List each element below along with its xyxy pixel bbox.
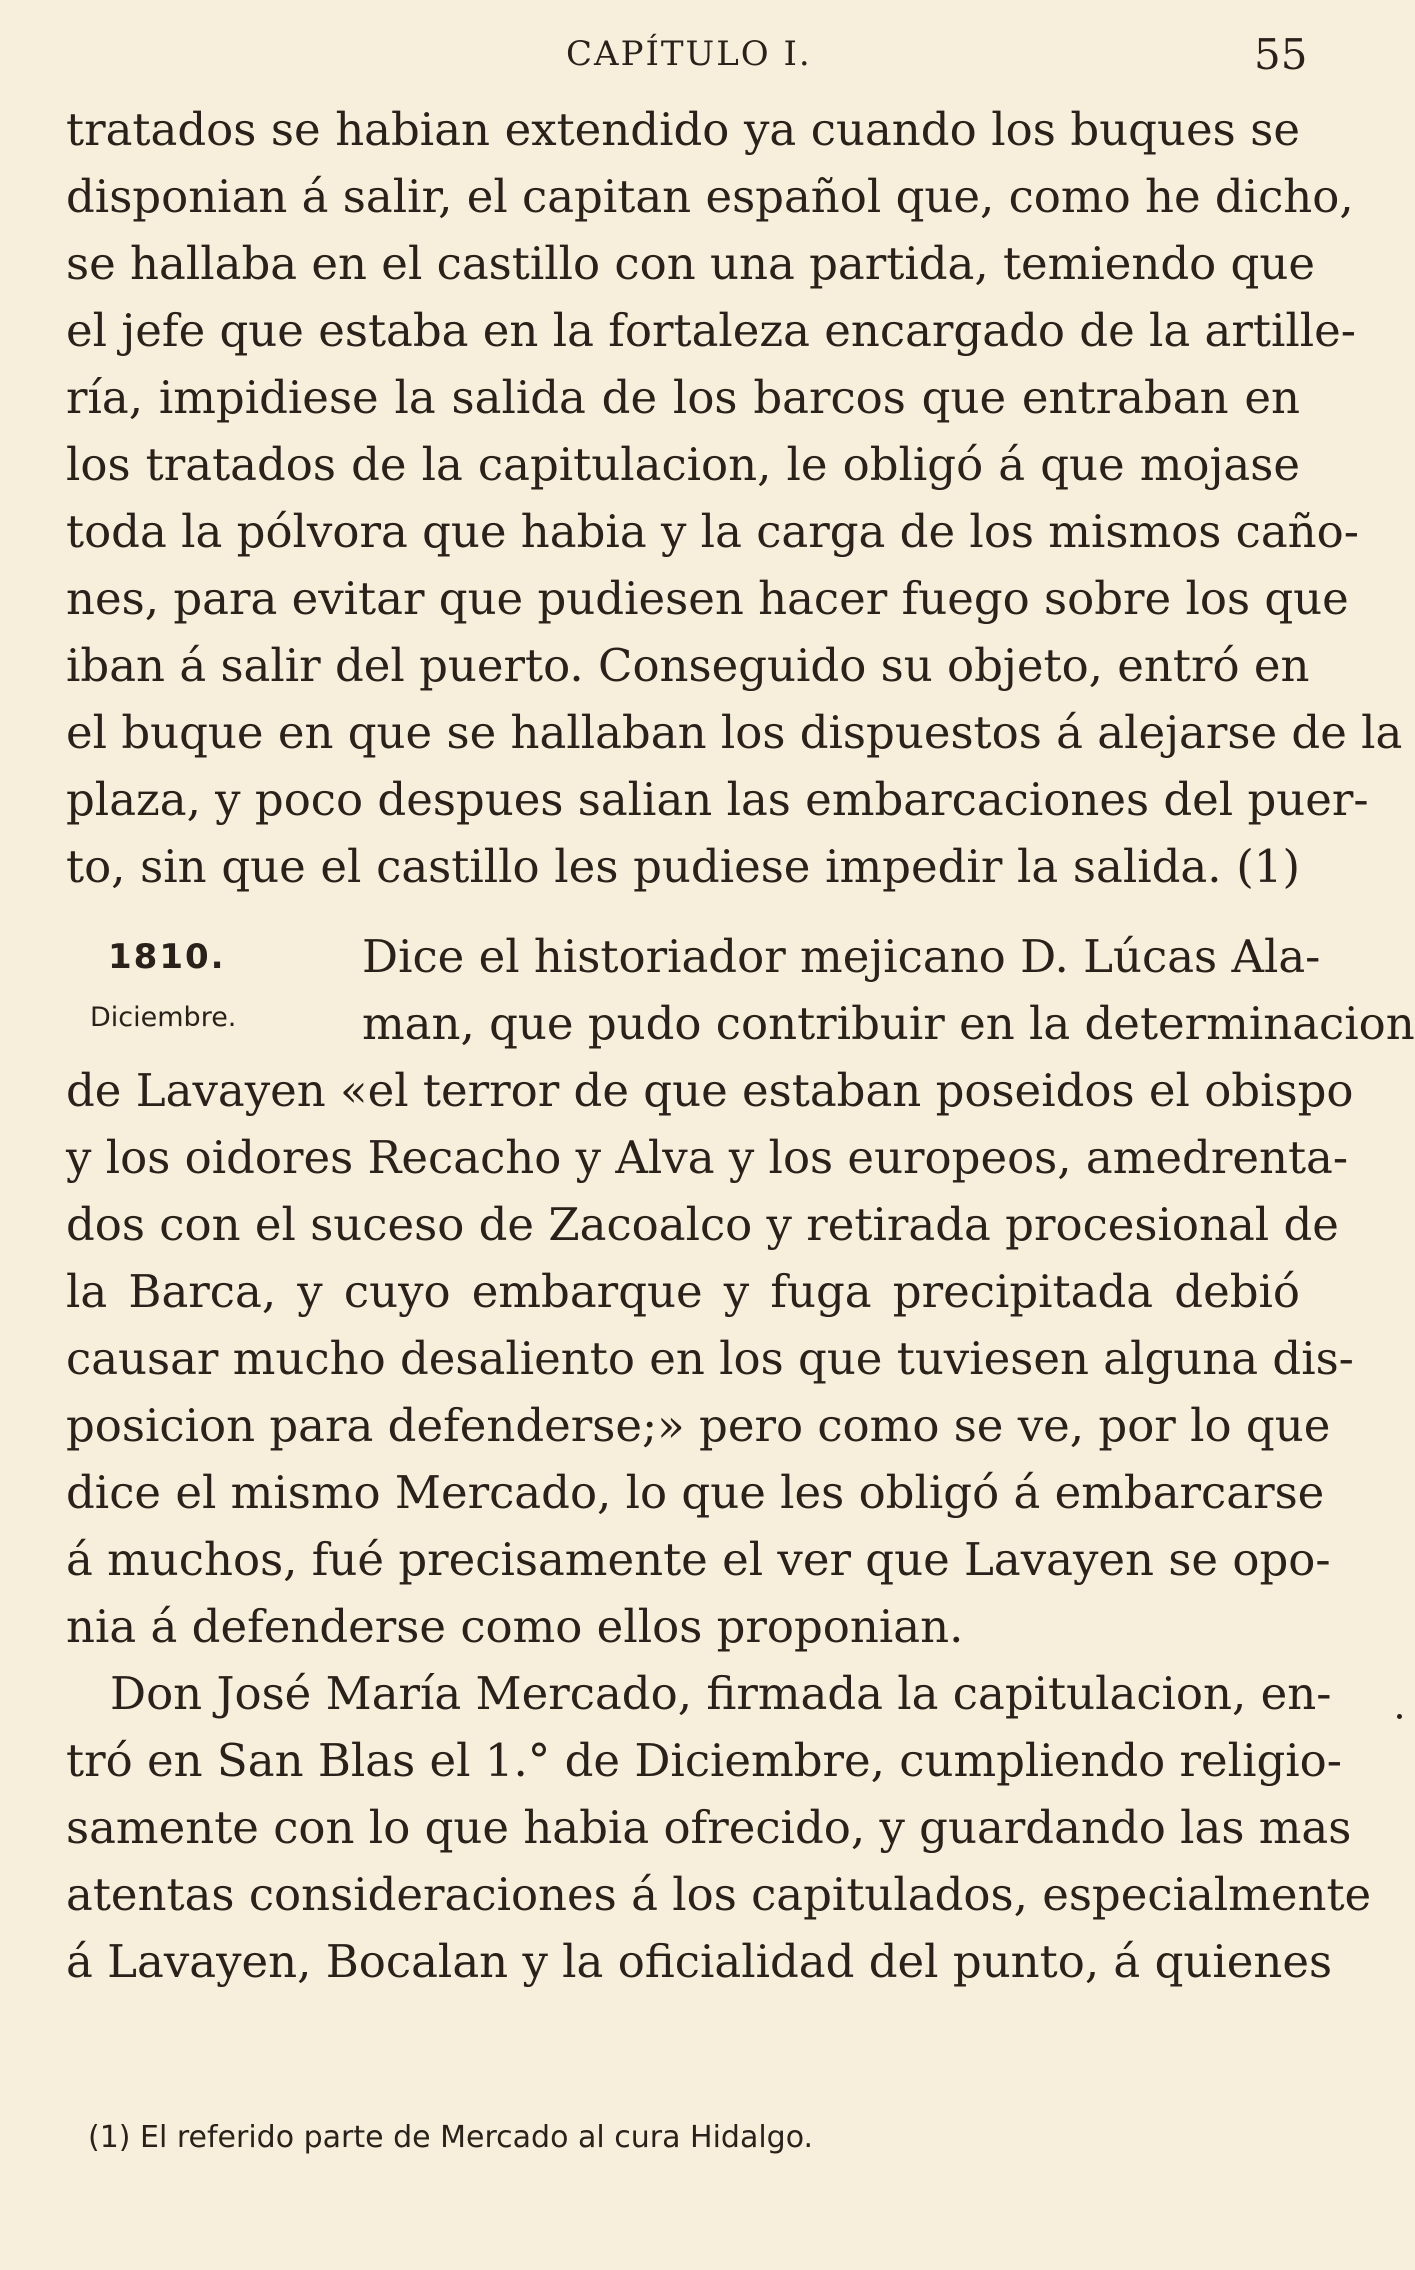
text-line: á Lavayen, Bocalan y la oficialidad del punto, á quienes (66, 1935, 1333, 1988)
ink-speck (1397, 1714, 1402, 1719)
text-line: se hallaba en el castillo con una partida, temiendo que (66, 237, 1315, 290)
text-line: y los oidores Recacho y Alva y los europeos, amedrenta- (66, 1131, 1349, 1184)
text-line: á muchos, fué precisamente el ver que Lavayen se opo- (66, 1533, 1331, 1586)
text-line: samente con lo que habia ofrecido, y guardando las mas (66, 1801, 1352, 1854)
text-line: iban á salir del puerto. Conseguido su objeto, entró en (66, 639, 1310, 692)
text-line: posicion para defenderse;» pero como se ve, por lo que (66, 1399, 1331, 1452)
text-line: causar mucho desaliento en los que tuviesen alguna dis- (66, 1332, 1354, 1385)
text-line: to, sin que el castillo les pudiese impedir la salida. (1) (66, 840, 1300, 893)
margin-month: Diciembre. (90, 1002, 237, 1033)
text-line: de Lavayen «el terror de que estaban poseidos el obispo (66, 1064, 1354, 1117)
text-line: Dice el historiador mejicano D. Lúcas Ala- (362, 930, 1321, 983)
text-line: toda la pólvora que habia y la carga de los mismos caño- (66, 505, 1359, 558)
footnote: (1) El referido parte de Mercado al cura Hidalgo. (88, 2120, 814, 2155)
text-line: la Barca, y cuyo embarque y fuga precipitada debió (66, 1265, 1300, 1318)
text-line: plaza, y poco despues salian las embarcaciones del puer- (66, 773, 1369, 826)
text-line: el buque en que se hallaban los dispuestos á alejarse de la (66, 706, 1403, 759)
text-line: man, que pudo contribuir en la determinacion (362, 997, 1415, 1050)
text-line: tratados se habian extendido ya cuando los buques se (66, 103, 1300, 156)
text-line: nes, para evitar que pudiesen hacer fuego sobre los que (66, 572, 1349, 625)
text-line: Don José María Mercado, firmada la capitulacion, en- (110, 1667, 1332, 1720)
text-line: dos con el suceso de Zacoalco y retirada procesional de (66, 1198, 1339, 1251)
page-number: 55 (1254, 30, 1308, 79)
text-line: ría, impidiese la salida de los barcos que entraban en (66, 371, 1300, 424)
margin-year: 1810. (108, 937, 226, 977)
text-line: el jefe que estaba en la fortaleza encargado de la artille- (66, 304, 1356, 357)
text-line: atentas consideraciones á los capitulados, especialmente (66, 1868, 1372, 1921)
text-line: los tratados de la capitulacion, le obligó á que mojase (66, 438, 1300, 491)
text-line: dice el mismo Mercado, lo que les obligó á embarcarse (66, 1466, 1325, 1519)
chapter-title: CAPÍTULO I. (566, 34, 812, 74)
text-line: tró en San Blas el 1.° de Diciembre, cumpliendo religio- (66, 1734, 1342, 1787)
text-line: disponian á salir, el capitan español que, como he dicho, (66, 170, 1354, 223)
text-line: nia á defenderse como ellos proponian. (66, 1600, 964, 1653)
